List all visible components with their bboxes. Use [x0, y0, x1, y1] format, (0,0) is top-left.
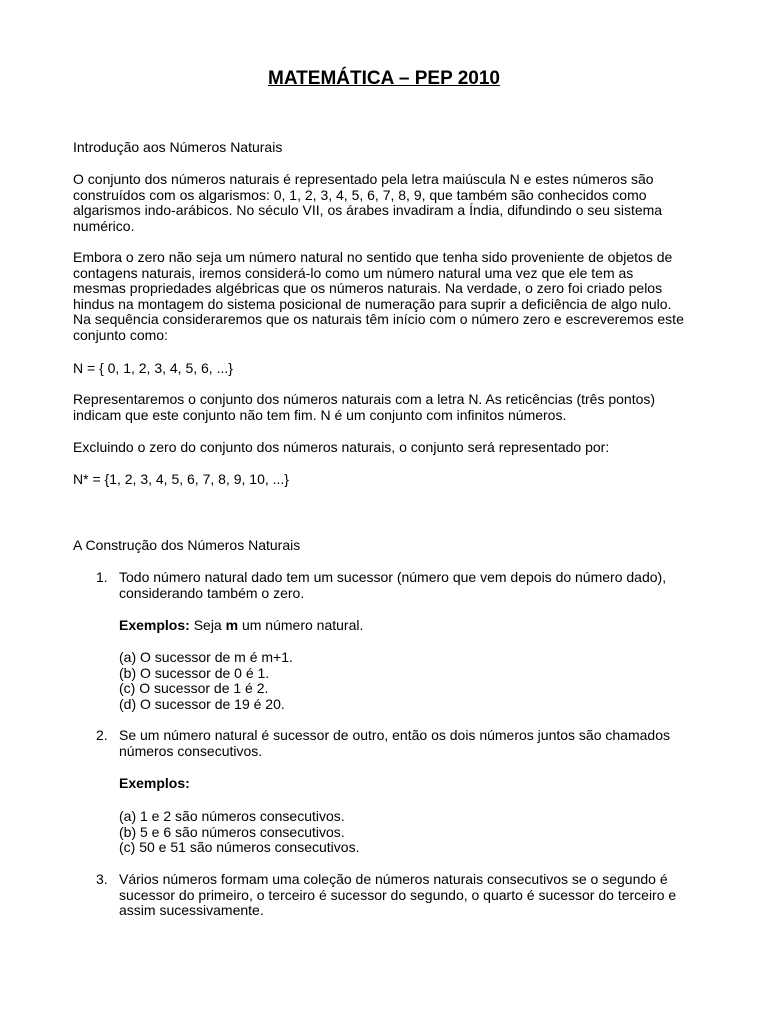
paragraph-line: construídos com os algarismos: 0, 1, 2, 3, 4, 5, 6, 7, 8, 9, que também são conhecidos como [73, 186, 647, 203]
list-item-line: números consecutivos. [119, 742, 263, 759]
paragraph-intro [73, 172, 703, 234]
list-item-1 [96, 569, 739, 601]
paragraph-line: O conjunto dos números naturais é representado pela letra maiúscula N e estes números são [73, 171, 654, 187]
example-item: (a) 1 e 2 são números consecutivos. [119, 808, 345, 824]
examples-text-post: um número natural. [238, 617, 364, 633]
list-item-line: Se um número natural é sucessor de outro, então os dois números juntos são chamados [119, 727, 670, 743]
paragraph-line: Embora o zero não seja um número natural no sentido que tenha sido proveniente de objetos de [73, 249, 673, 265]
paragraph-line: numérico. [73, 217, 135, 234]
examples-line-1 [119, 618, 719, 634]
list-number: 3. [96, 871, 108, 887]
examples-line-2 [119, 776, 719, 792]
examples-label: Exemplos: [119, 617, 190, 633]
list-item-2 [96, 727, 739, 759]
paragraph-line: conjunto como: [73, 326, 168, 343]
paragraph-line: indicam que este conjunto não tem fim. N é um conjunto com infinitos números. [73, 406, 567, 423]
set-n: N = { 0, 1, 2, 3, 4, 5, 6, ...} [73, 360, 233, 376]
paragraph-excluding-zero: Excluindo o zero do conjunto dos números naturais, o conjunto será representado por: [73, 439, 610, 455]
examples-list-2 [119, 809, 719, 856]
list-item-3 [96, 871, 739, 919]
section-heading-intro: Introdução aos Números Naturais [73, 139, 283, 155]
paragraph-line: Representaremos o conjunto dos números naturais com a letra N. As reticências (três pontos) [73, 391, 656, 407]
paragraph-line: algarismos indo-arábicos. No século VII, os árabes invadiram a Índia, difundindo o seu sistema [73, 202, 663, 219]
paragraph-line: hindus na montagem do sistema posicional de numeração para suprir a deficiência de algo nulo. [73, 295, 672, 312]
document-title: MATEMÁTICA – PEP 2010 [268, 68, 500, 89]
set-n-star: N* = {1, 2, 3, 4, 5, 6, 7, 8, 9, 10, ...} [73, 471, 289, 487]
list-item-line: assim sucessivamente. [119, 902, 264, 919]
section-heading-construction: A Construção dos Números Naturais [73, 537, 301, 553]
example-item: (a) O sucessor de m é m+1. [119, 649, 293, 665]
example-item: (b) O sucessor de 0 é 1. [119, 664, 270, 681]
list-item-line: sucessor do primeiro, o terceiro é sucessor do segundo, o quarto é sucessor do terceiro e [119, 886, 677, 903]
paragraph-line: contagens naturais, iremos considerá-lo como um número natural uma vez que ele tem as [73, 264, 634, 281]
example-item: (d) O sucessor de 19 é 20. [119, 695, 285, 712]
examples-text-pre: Seja [189, 617, 226, 633]
example-item: (c) O sucessor de 1 é 2. [119, 680, 269, 697]
examples-variable: m [225, 617, 239, 633]
example-item: (b) 5 e 6 são números consecutivos. [119, 823, 345, 840]
list-number: 1. [96, 569, 108, 585]
paragraph-zero [73, 250, 703, 344]
list-item-line: Vários números formam uma coleção de números naturais consecutivos se o segundo é [119, 871, 668, 887]
paragraph-line: mesmas propriedades algébricas que os números naturais. Na verdade, o zero foi criado pelos [73, 280, 663, 297]
examples-label: Exemplos: [119, 775, 190, 791]
examples-list-1 [119, 650, 719, 712]
list-number: 2. [96, 727, 108, 743]
paragraph-line: Na sequência consideraremos que os naturais têm início com o número zero e escreveremos este [73, 311, 684, 328]
list-item-line: considerando também o zero. [119, 584, 305, 601]
example-item: (c) 50 e 51 são números consecutivos. [119, 839, 360, 856]
paragraph-ellipsis [73, 392, 703, 423]
list-item-line: Todo número natural dado tem um sucessor (número que vem depois do número dado), [119, 569, 667, 585]
